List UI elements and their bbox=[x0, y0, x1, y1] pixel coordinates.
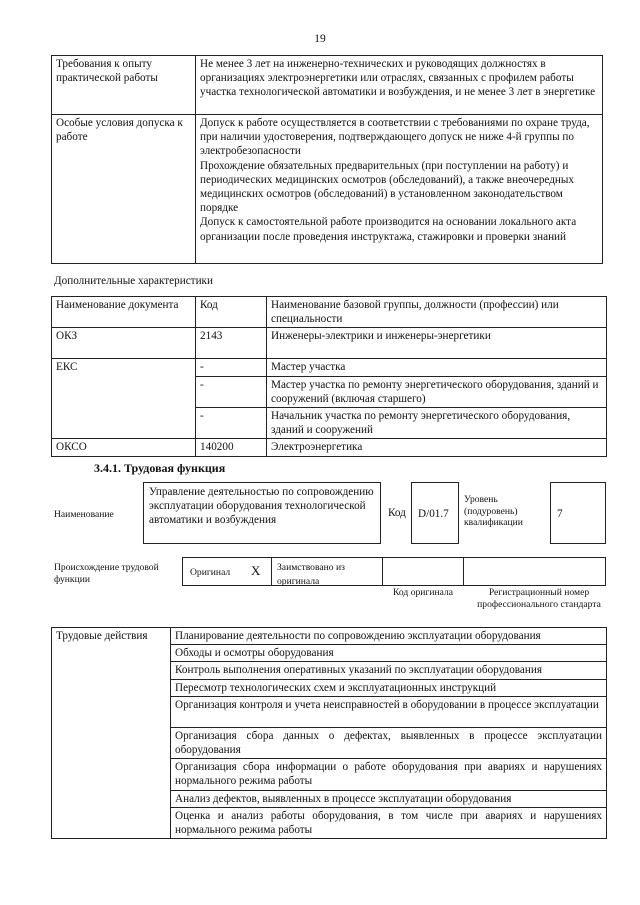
origin-code-cell bbox=[382, 557, 464, 586]
requirement-line: Прохождение обязательных предварительных (при поступлении на работу) и периодических медицинских осмотров (обследований), а также внеочередных медицинских осмотров (обследований) в установленном законодательством порядке bbox=[200, 159, 575, 215]
origin-borrowed-cell bbox=[271, 557, 383, 586]
additional-title: Дополнительные характеристики bbox=[54, 275, 213, 287]
table-row bbox=[52, 328, 607, 359]
function-name-label: Наименование bbox=[54, 509, 114, 520]
origin-borrowed-label: Заимствовано из оригинала bbox=[277, 562, 345, 587]
name-cell: Мастер участка bbox=[267, 359, 607, 376]
action-item: Оценка и анализ работы оборудования, в том числе при авариях и нарушениях нормального режима работы bbox=[171, 807, 607, 838]
qualification-level-value: 7 bbox=[550, 482, 606, 544]
action-item: Контроль выполнения оперативных указаний по эксплуатации оборудования bbox=[171, 662, 607, 679]
header-name: Наименование базовой группы, должности (профессии) или специальности bbox=[267, 297, 607, 328]
origin-reg-cell bbox=[463, 557, 606, 586]
table-row bbox=[52, 359, 607, 376]
function-heading: 3.4.1. Трудовая функция bbox=[94, 461, 226, 475]
header-doc: Наименование документа bbox=[52, 297, 196, 328]
action-item: Организация контроля и учета неисправностей в оборудовании в процессе эксплуатации bbox=[171, 696, 607, 727]
name-cell: Электроэнергетика bbox=[267, 439, 607, 456]
table-header-row bbox=[52, 297, 607, 328]
table-row bbox=[52, 439, 607, 456]
requirement-line: Допуск к работе осуществляется в соответствии с требованиями по охране труда, при наличии удостоверения, подтверждающего допуск не ниже 4-й группы по электробезопасности bbox=[200, 117, 590, 158]
action-item: Организация сбора данных о дефектах, выявленных в процессе эксплуатации оборудования bbox=[171, 727, 607, 758]
origin-original-mark: X bbox=[251, 563, 261, 578]
action-item: Анализ дефектов, выявленных в процессе эксплуатации оборудования bbox=[171, 790, 607, 807]
action-item: Обходы и осмотры оборудования bbox=[171, 645, 607, 662]
page-number: 19 bbox=[314, 33, 326, 45]
name-cell: Инженеры-электрики и инженеры-энергетики bbox=[267, 328, 607, 359]
origin-label: Происхождение трудовой функции bbox=[54, 562, 159, 585]
origin-code-caption: Код оригинала bbox=[392, 587, 454, 598]
table-row bbox=[52, 115, 603, 264]
code-cell: 140200 bbox=[196, 439, 267, 456]
table-row bbox=[52, 56, 603, 115]
requirement-label: Требования к опыту практической работы bbox=[52, 56, 196, 115]
action-item: Пересмотр технологических схем и эксплуатационных инструкций bbox=[171, 679, 607, 696]
name-cell: Начальник участка по ремонту энергетического оборудования, зданий и сооружений bbox=[267, 408, 607, 439]
function-name-value: Управление деятельностью по сопровождению эксплуатации оборудования технологической автоматики и возбуждения bbox=[143, 482, 381, 544]
requirement-value bbox=[196, 115, 603, 264]
qualification-level-label: Уровень (подуровень) квалификации bbox=[464, 494, 523, 528]
code-cell: 2143 bbox=[196, 328, 267, 359]
action-item: Организация сбора информации о работе оборудования при авариях и нарушениях нормального режима работы bbox=[171, 759, 607, 790]
requirement-line: Допуск к самостоятельной работе производится на основании локального акта организации после проведения инструктажа, стажировки и проверки знаний bbox=[200, 216, 577, 243]
function-code-label: Код bbox=[388, 507, 406, 519]
additional-table bbox=[51, 296, 607, 457]
header-code: Код bbox=[196, 297, 267, 328]
function-code-value: D/01.7 bbox=[411, 482, 459, 544]
code-cell: - bbox=[196, 376, 267, 407]
doc-cell: ОКЗ bbox=[52, 328, 196, 359]
doc-cell: ОКСО bbox=[52, 439, 196, 456]
labor-actions-table bbox=[51, 627, 607, 839]
origin-reg-caption: Регистрационный номер профессионального стандарта bbox=[477, 587, 601, 610]
requirements-table bbox=[51, 55, 603, 264]
actions-label: Трудовые действия bbox=[52, 628, 171, 839]
name-cell: Мастер участка по ремонту энергетического оборудования, зданий и сооружений (включая старшего) bbox=[267, 376, 607, 407]
requirement-label: Особые условия допуска к работе bbox=[52, 115, 196, 264]
doc-cell: ЕКС bbox=[52, 359, 196, 439]
origin-original-label: Оригинал bbox=[190, 567, 231, 578]
code-cell: - bbox=[196, 359, 267, 376]
requirement-value: Не менее 3 лет на инженерно-технических и руководящих должностях в организациях электроэнергетики или отраслях, связанных с профилем работы участка технологической автоматики и возбуждения, и не менее 3 лет в энергетике bbox=[196, 56, 603, 115]
origin-original-cell bbox=[182, 557, 272, 586]
action-item: Планирование деятельности по сопровождению эксплуатации оборудования bbox=[171, 628, 607, 645]
code-cell: - bbox=[196, 408, 267, 439]
table-row bbox=[52, 628, 607, 645]
